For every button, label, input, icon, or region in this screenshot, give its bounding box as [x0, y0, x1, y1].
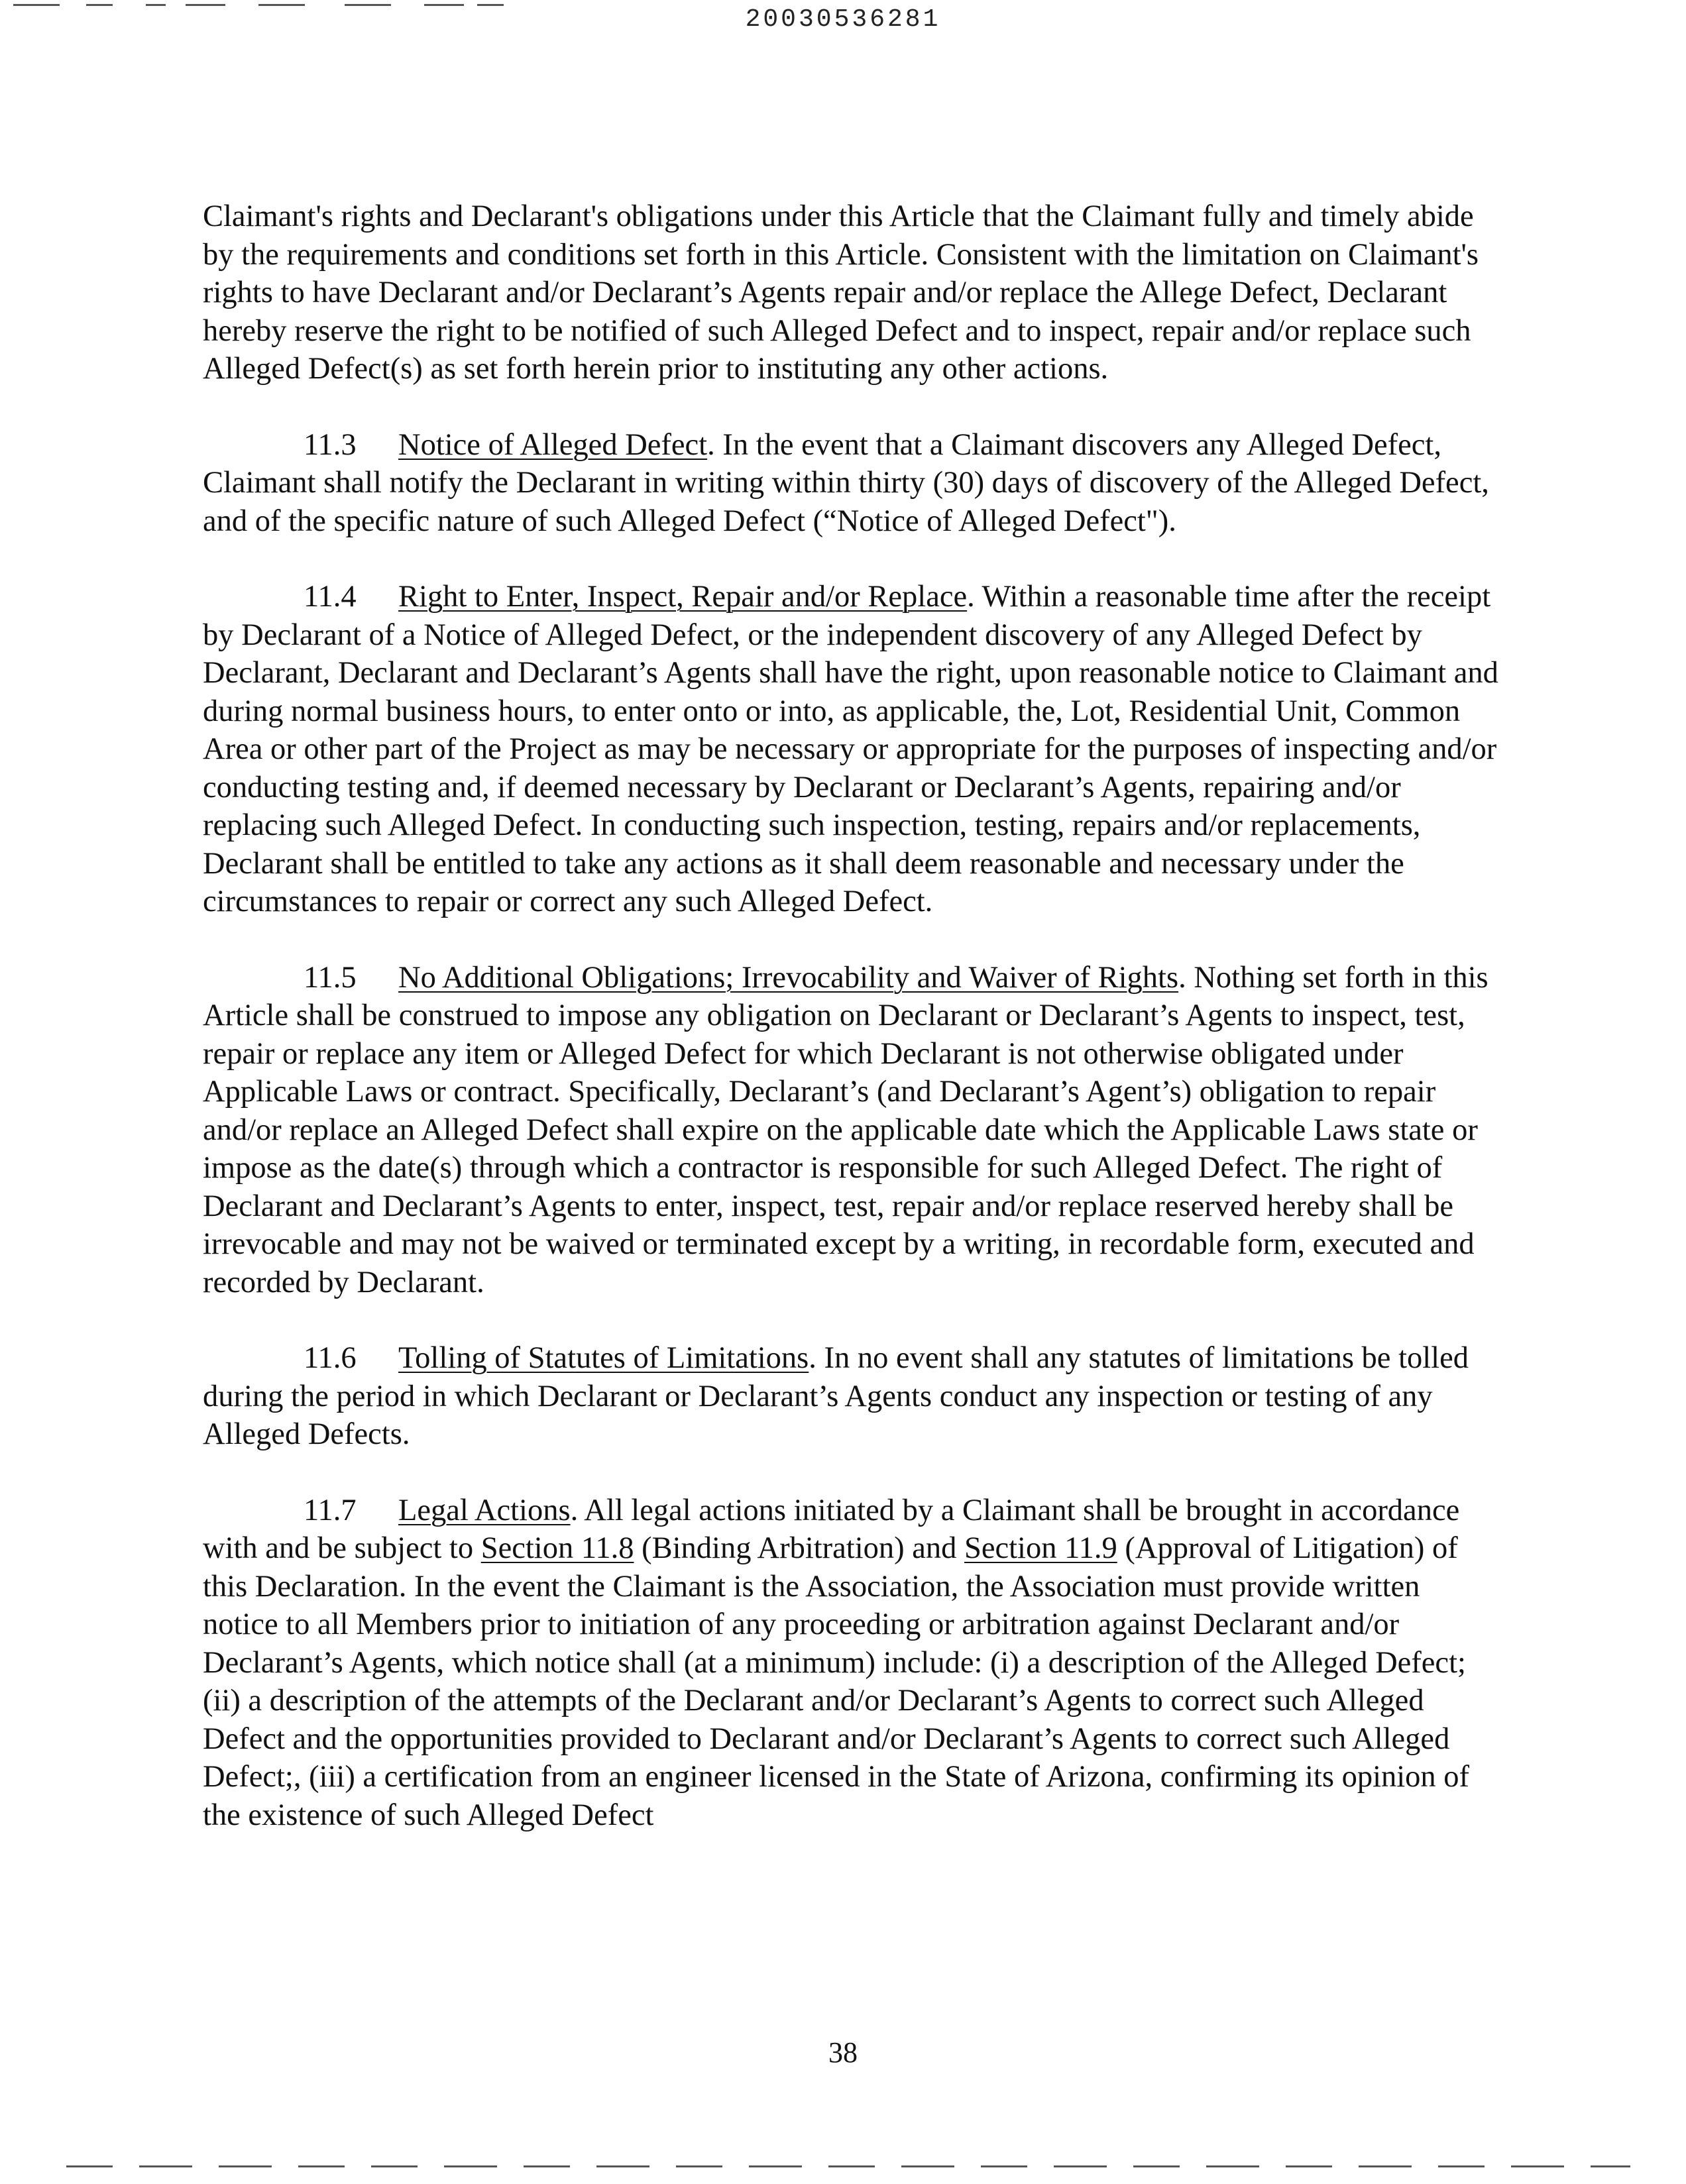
section-number: 11.4: [304, 580, 357, 614]
section-number: 11.6: [304, 1341, 357, 1375]
section-text: All legal actions initiated by a Claimant shall be brought in accordance with and be subject to: [203, 1493, 1460, 1565]
section-11-6: 11.6 Tolling of Statutes of Limitations. In no event shall any statutes of limitations be tolled during the period in which Declarant or Declarant’s Agents conduct any inspection or testing of any Alleged Defects.: [203, 1339, 1502, 1454]
section-11-3: 11.3 Notice of Alleged Defect. In the event that a Claimant discovers any Alleged Defect, Claimant shall notify the Declarant in writing within thirty (30) days of discovery of the Alleged Defect, and of the specific nature of such Alleged Defect (“Notice of Alleged Defect").: [203, 426, 1502, 541]
section-heading: Tolling of Statutes of Limitations: [398, 1341, 809, 1375]
section-text: In no event shall any statutes of limitations be tolled during the period in which Declarant or Declarant’s Agents conduct any inspection or testing of any Alleged Defects.: [203, 1341, 1469, 1451]
section-number: 11.3: [304, 427, 357, 462]
section-heading: Legal Actions: [398, 1493, 571, 1527]
section-text: Nothing set forth in this Article shall be construed to impose any obligation on Declarant or Declarant’s Agents to inspect, test, repair or replace any item or Alleged Defect for which Declarant is not otherwise obligated under Applicable Laws or contract. Specifically, Declarant’s (and Declarant’s Agent’s) obligation to repair and/or replace an Alleged Defect shall expire on the applicable date which the Applicable Laws state or impose as the date(s) through which a contractor is responsible for such Alleged Defect. The right of Declarant and Declarant’s Agents to enter, inspect, test, repair and/or replace reserved hereby shall be irrevocable and may not be waived or terminated except by a writing, in recordable form, executed and recorded by Declarant.: [203, 960, 1489, 1299]
section-11-7: 11.7 Legal Actions. All legal actions initiated by a Claimant shall be brought in accordance with and be subject to Section 11.8 (Binding Arbitration) and Section 11.9 (Approval of Litigation) of this Declaration. In the event the Claimant is the Association, the Association must provide written notice to all Members prior to initiation of any proceeding or arbitration against Declarant and/or Declarant’s Agents, which notice shall (at a minimum) include: (i) a description of the Alleged Defect; (ii) a description of the attempts of the Declarant and/or Declarant’s Agents to correct such Alleged Defect and the opportunities provided to Declarant and/or Declarant’s Agents to correct such Alleged Defect;, (iii) a certification from an engineer licensed in the State of Arizona, confirming its opinion of the existence of such Alleged Defect: [203, 1492, 1502, 1835]
section-text: Within a reasonable time after the receipt by Declarant of a Notice of Alleged Defect, or the independent discovery of any Alleged Defect by Declarant, Declarant and Declarant’s Agents shall have the right, upon reasonable notice to Claimant and during normal business hours, to enter onto or into, as applicable, the, Lot, Residential Unit, Common Area or other part of the Project as may be necessary or appropriate for the purposes of inspecting and/or conducting testing and, if deemed necessary by Declarant or Declarant’s Agents, repairing and/or replacing such Alleged Defect. In conducting such inspection, testing, repairs and/or replacements, Declarant shall be entitled to take any actions as it shall deem reasonable and necessary under the circumstances to repair or correct any such Alleged Defect.: [203, 580, 1498, 918]
document-body: [203, 197, 1502, 1872]
page-number: 38: [828, 2036, 858, 2069]
section-heading: No Additional Obligations; Irrevocability and Waiver of Rights: [398, 960, 1179, 995]
section-heading: Right to Enter, Inspect, Repair and/or Replace: [398, 580, 968, 614]
document-id: 20030536281: [745, 5, 941, 34]
bottom-scan-border: [0, 2165, 1686, 2171]
section-number: 11.7: [304, 1493, 357, 1527]
carryover-paragraph: Claimant's rights and Declarant's obligations under this Article that the Claimant fully and timely abide by the requirements and conditions set forth in this Article. Consistent with the limitation on Claimant's rights to have Declarant and/or Declarant’s Agents repair and/or replace the Allege Defect, Declarant hereby reserve the right to be notified of such Alleged Defect and to inspect, repair and/or replace such Alleged Defect(s) as set forth herein prior to instituting any other actions.: [203, 199, 1479, 386]
section-11-5: 11.5 No Additional Obligations; Irrevocability and Waiver of Rights. Nothing set forth in this Article shall be construed to impose any obligation on Declarant or Declarant’s Agents to inspect, test, repair or replace any item or Alleged Defect for which Declarant is not otherwise obligated under Applicable Laws or contract. Specifically, Declarant’s (and Declarant’s Agent’s) obligation to repair and/or replace an Alleged Defect shall expire on the applicable date which the Applicable Laws state or impose as the date(s) through which a contractor is responsible for such Alleged Defect. The right of Declarant and Declarant’s Agents to enter, inspect, test, repair and/or replace reserved hereby shall be irrevocable and may not be waived or terminated except by a writing, in recordable form, executed and recorded by Declarant.: [203, 959, 1502, 1302]
section-reference-11-8: Section 11.8: [480, 1531, 634, 1565]
section-text: (Binding Arbitration) and: [634, 1531, 964, 1565]
section-text: (Approval of Litigation) of this Declaration. In the event the Claimant is the Association, the Association must provide written notice to all Members prior to initiation of any proceeding or arbitration against Declarant and/or Declarant’s Agents, which notice shall (at a minimum) include: (i) a description of the Alleged Defect; (ii) a description of the attempts of the Declarant and/or Declarant’s Agents to correct such Alleged Defect and the opportunities provided to Declarant and/or Declarant’s Agents to correct such Alleged Defect;, (iii) a certification from an engineer licensed in the State of Arizona, confirming its opinion of the existence of such Alleged Defect: [203, 1531, 1470, 1832]
section-text: In the event that a Claimant discovers any Alleged Defect, Claimant shall notify the Declarant in writing within thirty (30) days of discovery of the Alleged Defect, and of the specific nature of such Alleged Defect (“Notice of Alleged Defect").: [203, 427, 1489, 538]
section-number: 11.5: [304, 960, 357, 995]
section-11-4: 11.4 Right to Enter, Inspect, Repair and/or Replace. Within a reasonable time after the receipt by Declarant of a Notice of Alleged Defect, or the independent discovery of any Alleged Defect by Declarant, Declarant and Declarant’s Agents shall have the right, upon reasonable notice to Claimant and during normal business hours, to enter onto or into, as applicable, the, Lot, Residential Unit, Common Area or other part of the Project as may be necessary or appropriate for the purposes of inspecting and/or conducting testing and, if deemed necessary by Declarant or Declarant’s Agents, repairing and/or replacing such Alleged Defect. In conducting such inspection, testing, repairs and/or replacements, Declarant shall be entitled to take any actions as it shall deem reasonable and necessary under the circumstances to repair or correct any such Alleged Defect.: [203, 578, 1502, 921]
section-reference-11-9: Section 11.9: [964, 1531, 1117, 1565]
section-heading: Notice of Alleged Defect: [398, 427, 708, 462]
